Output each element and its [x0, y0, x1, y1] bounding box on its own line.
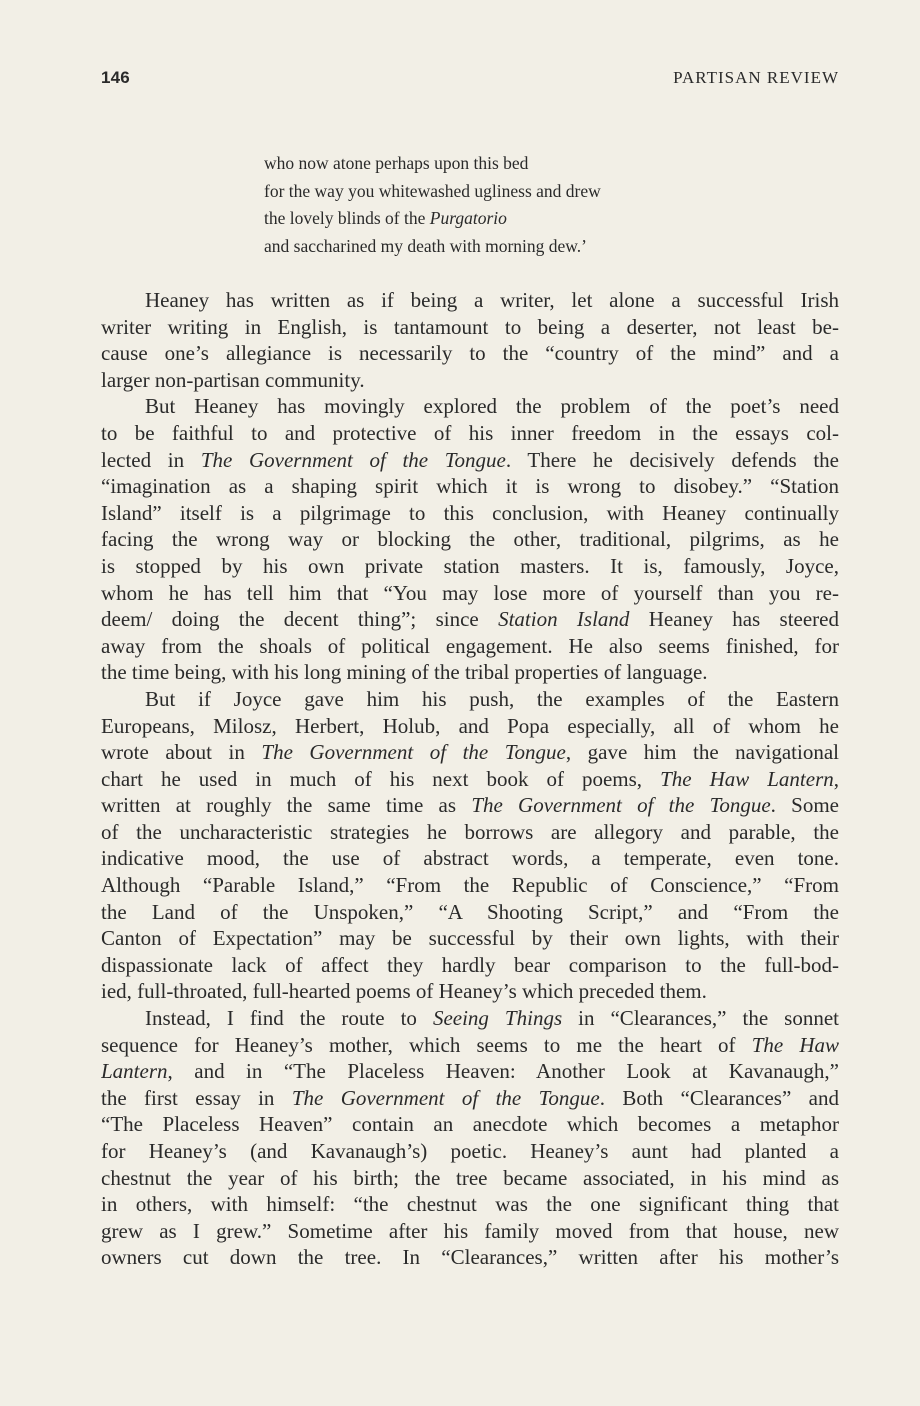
italic-title: Lantern — [101, 1059, 168, 1084]
text-line: the Land of the Unspoken,” “A Shooting Script,” and “From the — [101, 899, 839, 924]
text-line: writer writing in English, is tantamount to being a deserter, not least be- — [101, 314, 839, 339]
text-line: written at roughly the same time as The Government of the Tongue. Some — [101, 793, 839, 818]
text-line: cause one’s allegiance is necessarily to the “country of the mind” and a — [101, 341, 839, 366]
text-line: Europeans, Milosz, Herbert, Holub, and Popa especially, all of whom he — [101, 713, 839, 738]
text-line: “The Placeless Heaven” contain an anecdote which becomes a metaphor — [101, 1112, 839, 1137]
text-line: owners cut down the tree. In “Clearances,” written after his mother’s — [101, 1245, 839, 1270]
running-head: PARTISAN REVIEW — [673, 68, 839, 87]
poem-quotation — [264, 150, 784, 260]
italic-title: The Government of the Tongue — [261, 740, 566, 765]
text-line: the first essay in The Government of the Tongue. Both “Clearances” and — [101, 1085, 839, 1110]
text-line: lected in The Government of the Tongue. There he decisively defends the — [101, 447, 839, 472]
text-line: whom he has tell him that “You may lose more of yourself than you re- — [101, 580, 839, 605]
text-line: to be faithful to and protective of his inner freedom in the essays col- — [101, 420, 839, 445]
text-line: But if Joyce gave him his push, the examples of the Eastern — [145, 686, 839, 711]
text-line: facing the wrong way or blocking the other, traditional, pilgrims, as he — [101, 527, 839, 552]
text-line: of the uncharacteristic strategies he borrows are allegory and parable, the — [101, 819, 839, 844]
text-line: indicative mood, the use of abstract words, a temperate, even tone. — [101, 846, 839, 871]
italic-title: The Haw — [751, 1032, 839, 1057]
text-line: larger non-partisan community. — [101, 367, 365, 392]
text-line: Although “Parable Island,” “From the Republic of Conscience,” “From — [101, 873, 839, 898]
poem-line: for the way you whitewashed ugliness and drew — [264, 180, 601, 201]
text-line: dispassionate lack of affect they hardly bear comparison to the full-bod- — [101, 952, 839, 977]
text-line: Lantern, and in “The Placeless Heaven: Another Look at Kavanaugh,” — [101, 1059, 839, 1084]
body-text — [101, 287, 839, 1271]
text-line: is stopped by his own private station masters. It is, famously, Joyce, — [101, 553, 839, 578]
italic-title: The Government of the Tongue — [471, 793, 771, 818]
poem-line: the lovely blinds of the Purgatorio — [264, 208, 507, 228]
text-line: But Heaney has movingly explored the problem of the poet’s need — [145, 394, 839, 419]
italic-title: The Government of the Tongue — [291, 1085, 600, 1110]
text-line: away from the shoals of political engagement. He also seems finished, for — [101, 633, 839, 658]
italic-title: The Haw Lantern — [660, 766, 834, 791]
poem-line: and saccharined my death with morning dew.’ — [264, 235, 587, 256]
italic-title: Station Island — [498, 607, 630, 632]
page-number: 146 — [101, 68, 130, 87]
text-line: Instead, I find the route to Seeing Things in “Clearances,” the sonnet — [145, 1006, 839, 1031]
text-line: sequence for Heaney’s mother, which seems to me the heart of The Haw — [101, 1032, 839, 1057]
italic-title: The Government of the Tongue — [200, 447, 506, 472]
text-line: “imagination as a shaping spirit which it is wrong to disobey.” “Station — [101, 474, 839, 499]
text-line: Island” itself is a pilgrimage to this conclusion, with Heaney continually — [101, 500, 839, 525]
text-line: in others, with himself: “the chestnut was the one significant thing that — [101, 1192, 839, 1217]
text-line: Canton of Expectation” may be successful by their own lights, with their — [101, 926, 839, 951]
text-line: ied, full-throated, full-hearted poems of Heaney’s which preceded them. — [101, 979, 707, 1004]
text-line: Heaney has written as if being a writer, let alone a successful Irish — [145, 288, 839, 312]
page-header — [101, 68, 839, 98]
italic-title: Purgatorio — [429, 208, 507, 228]
text-line: chart he used in much of his next book of poems, The Haw Lantern, — [101, 766, 839, 791]
text-line: wrote about in The Government of the Tongue, gave him the navigational — [101, 740, 839, 765]
text-line: deem/ doing the decent thing”; since Station Island Heaney has steered — [101, 607, 839, 632]
text-line: chestnut the year of his birth; the tree became associated, in his mind as — [101, 1165, 839, 1190]
text-line: grew as I grew.” Sometime after his family moved from that house, new — [101, 1218, 839, 1243]
poem-line: who now atone perhaps upon this bed — [264, 153, 529, 173]
text-line: for Heaney’s (and Kavanaugh’s) poetic. Heaney’s aunt had planted a — [101, 1139, 839, 1163]
text-line: the time being, with his long mining of the tribal properties of language. — [101, 660, 708, 685]
italic-title: Seeing Things — [432, 1006, 563, 1031]
